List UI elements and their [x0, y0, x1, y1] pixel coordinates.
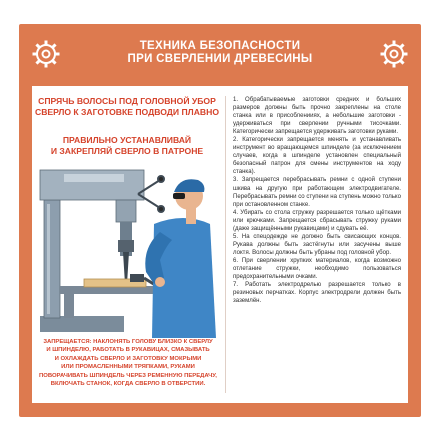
title-line: ТЕХНИКА БЕЗОПАСНОСТИ: [139, 40, 301, 52]
column-divider: [225, 96, 226, 393]
hair-and-drill-warning: [34, 96, 220, 118]
rule-item: 5. На спецодежде не должно быть свисающих концов. Рукава должны быть застёгнуты или засучены выше локтя. Волосы должны быть убраны под головной убор.: [233, 233, 401, 256]
warning-line: ПРАВИЛЬНО УСТАНАВЛИВАЙ: [62, 135, 192, 145]
prohibition-line: ЗАПРЕЩАЕТСЯ: НАКЛОНЯТЬ ГОЛОВУ БЛИЗКО К СВЕРЛУ: [43, 339, 213, 345]
prohibition-line: И ШПИНДЕЛЮ, РАБОТАТЬ В РУКАВИЦАХ, СМАЗЫВАТЬ: [46, 347, 210, 354]
rule-item: 3. Запрещается перебрасывать ремни с одной ступени шкива на другую при работающем электродвигателе. Перебрасывать ремни со ступени на ступень можно только при остановленном станке.: [233, 177, 401, 208]
rule-item: 2. Категорически запрещается менять и устанавливать инструмент во вращающемся шпинделе (за исключением случаев, когда в шпинделе установлен специальный безопасный патрон для смены инструментов на ходу станка).: [233, 137, 401, 176]
poster-title: [70, 40, 370, 66]
prohibition-line: ВКЛЮЧАТЬ СТАНОК, КОГДА СВЕРЛО В ОТВЕРСТИИ.: [50, 381, 206, 388]
gear-icon: [379, 39, 409, 69]
chuck-warning: [34, 135, 220, 157]
worker-figure: [145, 179, 216, 338]
warning-line: И ЗАКРЕПЛЯЙ СВЕРЛО В ПАТРОНЕ: [50, 146, 204, 156]
prohibitions-note: [34, 338, 222, 388]
prohibition-line: И ОХЛАЖДАТЬ СВЕРЛО И ЗАГОТОВКУ МОКРЫМИ: [54, 355, 202, 362]
worker-cap: [174, 179, 204, 192]
gear-icon: [31, 39, 61, 69]
drill-press-illustration: [34, 160, 224, 338]
title-line: ПРИ СВЕРЛЕНИИ ДРЕВЕСИНЫ: [127, 53, 313, 65]
prohibition-line: ИЛИ ПРОМАСЛЕННЫМИ ТРЯПКАМИ, РУКАМИ: [61, 364, 195, 371]
hand-vise: [130, 274, 144, 282]
warning-line: СВЕРЛО К ЗАГОТОВКЕ ПОДВОДИ ПЛАВНО: [34, 107, 220, 117]
safety-goggles: [173, 193, 185, 199]
prohibition-line: ПОВОРАЧИВАТЬ ШПИНДЕЛЬ ЧЕРЕЗ РЕМЕННУЮ ПЕРЕДАЧУ,: [39, 372, 217, 379]
rule-item: 4. Убирать со стола стружку разрешается только щётками или крючками. Запрещается сбрасывать стружку руками (даже защищёнными рукавицами) и сдувать её.: [233, 209, 401, 232]
machine-column: [44, 200, 60, 318]
rule-item: 1. Обрабатываемые заготовки средних и больших размеров должны быть прочно закреплены на столе станка или в присобленииях, а небольшие заготовки - удерживаться при сверлении ручными тисочками. Категорически запрещается удерживать заготовки руками.: [233, 97, 401, 136]
rule-item: 7. Работать электродрелью разрешается только в резиновых перчатках. Корпус электродрели должен быть заземлён.: [233, 282, 401, 305]
warning-line: СПРЯЧЬ ВОЛОСЫ ПОД ГОЛОВНОЙ УБОР: [38, 96, 216, 106]
worker-hand: [155, 277, 165, 287]
safety-rules-list: [233, 96, 401, 305]
rule-item: 6. При сверлении хрупких материалов, когда возможно отлетание стружки, необходимо пользоваться предохранительными очками.: [233, 257, 401, 281]
